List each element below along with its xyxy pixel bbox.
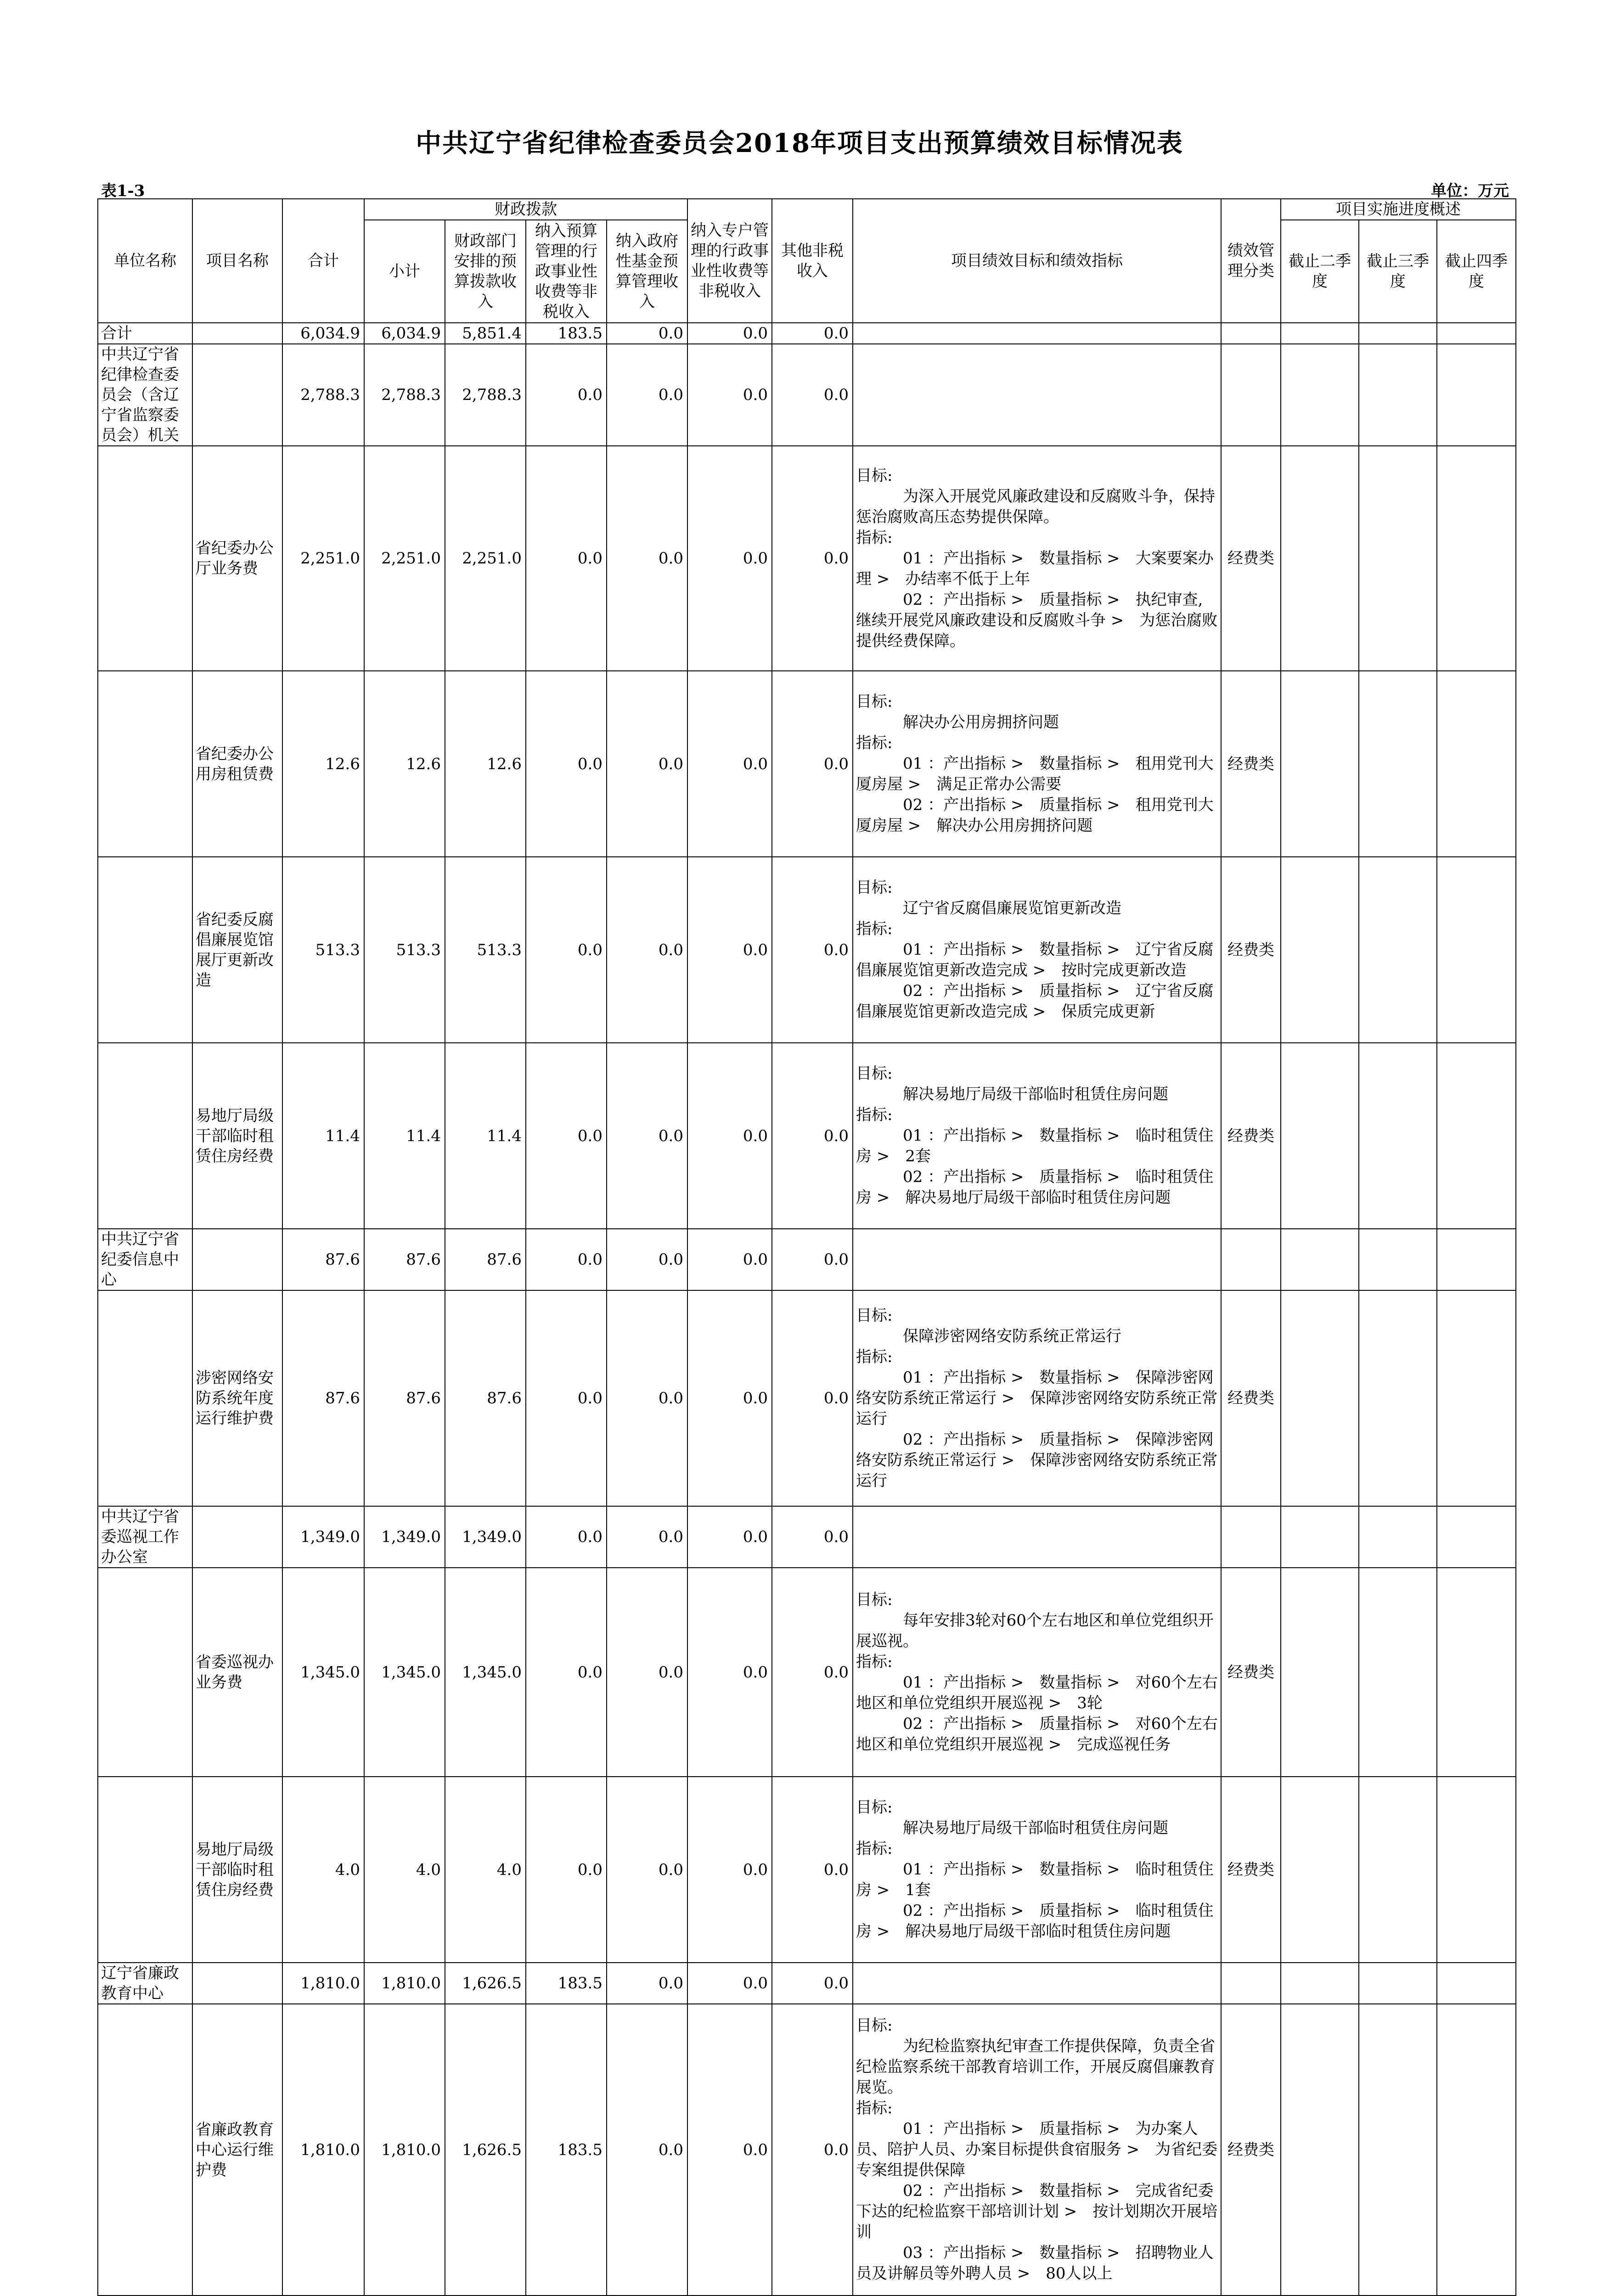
total-amount: 6,034.9 — [282, 323, 364, 344]
goal-label: 目标: — [856, 1590, 893, 1609]
unit-other: 0.0 — [772, 1506, 853, 1568]
goal-label: 目标: — [856, 1306, 893, 1325]
project-total: 12.6 — [282, 671, 364, 857]
project-total: 1,810.0 — [282, 2004, 364, 2296]
project-other: 0.0 — [772, 1290, 853, 1506]
project-special: 0.0 — [687, 1043, 772, 1229]
project-subtotal: 87.6 — [364, 1290, 445, 1506]
indicator: 02 ：产出指标 > 质量指标 > 临时租赁住房 > 解决易地厅局级干部临时租赁住房问题 — [856, 1168, 1214, 1207]
goal-text: 为深入开展党风廉政建设和反腐败斗争，保持惩治腐败高压态势提供保障。 — [856, 487, 1215, 526]
project-row — [98, 857, 1516, 1043]
unit-row — [98, 1506, 1516, 1568]
project-row — [98, 1568, 1516, 1777]
unit-fund: 0.0 — [607, 1506, 687, 1568]
header-subtotal: 小计 — [364, 220, 445, 323]
unit-name: 中共辽宁省委巡视工作办公室 — [98, 1506, 192, 1568]
unit-name: 中共辽宁省纪委信息中心 — [98, 1229, 192, 1290]
project-other: 0.0 — [772, 2004, 853, 2296]
unit-total: 87.6 — [282, 1229, 364, 1290]
indicator: 02 ：产出指标 > 数量指标 > 完成省纪委下达的纪检监察干部培训计划 > 按计划期次开展培训 — [856, 2182, 1218, 2241]
unit-fee: 0.0 — [526, 1229, 607, 1290]
project-total: 11.4 — [282, 1043, 364, 1229]
indicator-label: 指标: — [856, 1652, 893, 1671]
unit-fund: 0.0 — [607, 1229, 687, 1290]
header-q4: 截止四季度 — [1437, 220, 1516, 323]
indicator: 03 ：产出指标 > 数量指标 > 招聘物业人员及讲解员等外聘人员 > 80人以上 — [856, 2244, 1214, 2283]
project-row — [98, 1777, 1516, 1963]
performance-goal — [853, 671, 1221, 857]
unit-subtotal: 2,788.3 — [364, 344, 445, 446]
performance-goal — [853, 857, 1221, 1043]
project-fee: 0.0 — [526, 1290, 607, 1506]
indicator: 01 ：产出指标 > 数量指标 > 临时租赁住房 > 2套 — [856, 1126, 1214, 1165]
project-fee: 0.0 — [526, 1043, 607, 1229]
goal-text: 为纪检监察执纪审查工作提供保障，负责全省纪检监察系统干部教育培训工作，开展反腐倡廉教育展览。 — [856, 2037, 1215, 2097]
project-other: 0.0 — [772, 1043, 853, 1229]
header-gov-fund: 纳入政府性基金预算管理收入 — [607, 220, 687, 323]
unit-fee: 0.0 — [526, 1506, 607, 1568]
project-fee: 0.0 — [526, 671, 607, 857]
goal-text: 每年安排3轮对60个左右地区和单位党组织开展巡视。 — [856, 1611, 1214, 1650]
indicator-label: 指标: — [856, 920, 893, 938]
indicator: 01 ：产出指标 > 数量指标 > 保障涉密网络安防系统正常运行 > 保障涉密网络安防系统正常运行 — [856, 1368, 1218, 1428]
performance-goal — [853, 1043, 1221, 1229]
performance-goal — [853, 1777, 1221, 1963]
project-total: 4.0 — [282, 1777, 364, 1963]
project-fund: 0.0 — [607, 1043, 687, 1229]
total-row — [98, 323, 1516, 344]
performance-category: 经费类 — [1221, 1290, 1281, 1506]
project-row — [98, 1043, 1516, 1229]
project-fee: 0.0 — [526, 857, 607, 1043]
performance-category: 经费类 — [1221, 671, 1281, 857]
project-dept: 87.6 — [445, 1290, 526, 1506]
header-fiscal: 财政拨款 — [364, 199, 687, 220]
project-subtotal: 1,810.0 — [364, 2004, 445, 2296]
performance-goal — [853, 446, 1221, 671]
unit-label: 单位：万元 — [1431, 182, 1509, 200]
indicator-label: 指标: — [856, 1347, 893, 1366]
unit-special: 0.0 — [687, 1506, 772, 1568]
header-progress: 项目实施进度概述 — [1281, 199, 1516, 220]
project-special: 0.0 — [687, 857, 772, 1043]
goal-label: 目标: — [856, 2016, 893, 2035]
performance-category: 经费类 — [1221, 857, 1281, 1043]
project-name: 省廉政教育中心运行维护费 — [192, 2004, 282, 2296]
project-fund: 0.0 — [607, 2004, 687, 2296]
project-fee: 0.0 — [526, 1568, 607, 1777]
unit-other: 0.0 — [772, 1229, 853, 1290]
unit-row — [98, 1229, 1516, 1290]
project-name: 省纪委办公用房租赁费 — [192, 671, 282, 857]
project-other: 0.0 — [772, 446, 853, 671]
header-unit-name: 单位名称 — [98, 199, 192, 323]
goal-text: 解决易地厅局级干部临时租赁住房问题 — [903, 1819, 1168, 1837]
unit-other: 0.0 — [772, 344, 853, 446]
project-fee: 0.0 — [526, 446, 607, 671]
project-row — [98, 446, 1516, 671]
project-name: 省委巡视办业务费 — [192, 1568, 282, 1777]
header-dept-budget: 财政部门安排的预算拨款收入 — [445, 220, 526, 323]
project-fund: 0.0 — [607, 671, 687, 857]
project-total: 87.6 — [282, 1290, 364, 1506]
goal-text: 解决易地厅局级干部临时租赁住房问题 — [903, 1085, 1168, 1103]
total-special: 0.0 — [687, 323, 772, 344]
unit-row — [98, 344, 1516, 446]
indicator-label: 指标: — [856, 1840, 893, 1858]
header-special-fee: 纳入专户管理的行政事业性收费等非税收入 — [687, 199, 772, 323]
project-special: 0.0 — [687, 1290, 772, 1506]
project-name: 易地厅局级干部临时租赁住房经费 — [192, 1043, 282, 1229]
indicator: 02 ：产出指标 > 质量指标 > 执纪审查,继续开展党风廉政建设和反腐败斗争 > 为惩治腐败提供经费保障。 — [856, 590, 1218, 650]
indicator: 02 ：产出指标 > 质量指标 > 临时租赁住房 > 解决易地厅局级干部临时租赁住房问题 — [856, 1902, 1214, 1941]
project-dept: 2,251.0 — [445, 446, 526, 671]
project-subtotal: 1,345.0 — [364, 1568, 445, 1777]
goal-text: 辽宁省反腐倡廉展览馆更新改造 — [903, 899, 1121, 917]
budget-table — [97, 198, 1516, 2296]
project-other: 0.0 — [772, 857, 853, 1043]
total-fee: 183.5 — [526, 323, 607, 344]
header-q3: 截止三季度 — [1359, 220, 1437, 323]
unit-name: 辽宁省廉政教育中心 — [98, 1963, 192, 2004]
unit-special: 0.0 — [687, 1963, 772, 2004]
project-special: 0.0 — [687, 1568, 772, 1777]
performance-goal — [853, 1568, 1221, 1777]
goal-label: 目标: — [856, 1798, 893, 1817]
project-special: 0.0 — [687, 671, 772, 857]
header-category: 绩效管理分类 — [1221, 199, 1281, 323]
project-subtotal: 12.6 — [364, 671, 445, 857]
project-name: 省纪委反腐倡廉展览馆展厅更新改造 — [192, 857, 282, 1043]
project-fund: 0.0 — [607, 1777, 687, 1963]
unit-subtotal: 87.6 — [364, 1229, 445, 1290]
header-goal: 项目绩效目标和绩效指标 — [853, 199, 1221, 323]
project-fund: 0.0 — [607, 857, 687, 1043]
indicator-label: 指标: — [856, 2099, 893, 2117]
unit-name: 中共辽宁省纪律检查委员会（含辽宁省监察委员会）机关 — [98, 344, 192, 446]
indicator: 02 ：产出指标 > 质量指标 > 辽宁省反腐倡廉展览馆更新改造完成 > 保质完成更新 — [856, 982, 1214, 1021]
table-number: 表1-3 — [101, 182, 145, 200]
unit-fee: 0.0 — [526, 344, 607, 446]
project-dept: 4.0 — [445, 1777, 526, 1963]
project-total: 2,251.0 — [282, 446, 364, 671]
total-subtotal: 6,034.9 — [364, 323, 445, 344]
total-dept: 5,851.4 — [445, 323, 526, 344]
header-other: 其他非税收入 — [772, 199, 853, 323]
indicator: 01 ：产出指标 > 数量指标 > 临时租赁住房 > 1套 — [856, 1860, 1214, 1899]
header-total: 合计 — [282, 199, 364, 323]
unit-fund: 0.0 — [607, 1963, 687, 2004]
performance-goal — [853, 2004, 1221, 2296]
unit-subtotal: 1,810.0 — [364, 1963, 445, 2004]
goal-label: 目标: — [856, 692, 893, 711]
total-label: 合计 — [98, 323, 192, 344]
unit-other: 0.0 — [772, 1963, 853, 2004]
unit-special: 0.0 — [687, 344, 772, 446]
unit-dept: 87.6 — [445, 1229, 526, 1290]
total-fund: 0.0 — [607, 323, 687, 344]
project-row — [98, 671, 1516, 857]
performance-category: 经费类 — [1221, 1777, 1281, 1963]
project-name: 省纪委办公厅业务费 — [192, 446, 282, 671]
indicator: 01 ：产出指标 > 数量指标 > 大案要案办理 > 办结率不低于上年 — [856, 549, 1214, 588]
project-subtotal: 11.4 — [364, 1043, 445, 1229]
indicator: 01 ：产出指标 > 质量指标 > 为办案人员、陪护人员、办案目标提供食宿服务 > 为省纪委专案组提供保障 — [856, 2120, 1218, 2179]
project-fee: 0.0 — [526, 1777, 607, 1963]
project-subtotal: 4.0 — [364, 1777, 445, 1963]
goal-text: 保障涉密网络安防系统正常运行 — [903, 1327, 1121, 1345]
project-dept: 11.4 — [445, 1043, 526, 1229]
table-body — [98, 323, 1516, 2296]
unit-total: 1,810.0 — [282, 1963, 364, 2004]
indicator: 02 ：产出指标 > 质量指标 > 保障涉密网络安防系统正常运行 > 保障涉密网络安防系统正常运行 — [856, 1430, 1218, 1490]
goal-label: 目标: — [856, 878, 893, 897]
indicator-label: 指标: — [856, 1106, 893, 1124]
goal-label: 目标: — [856, 1064, 893, 1083]
goal-label: 目标: — [856, 466, 893, 485]
project-subtotal: 513.3 — [364, 857, 445, 1043]
page-title: 中共辽宁省纪律检查委员会2018年项目支出预算绩效目标情况表 — [416, 128, 1183, 158]
project-other: 0.0 — [772, 671, 853, 857]
performance-goal — [853, 1290, 1221, 1506]
goal-text: 解决办公用房拥挤问题 — [903, 713, 1059, 732]
unit-subtotal: 1,349.0 — [364, 1506, 445, 1568]
project-total: 1,345.0 — [282, 1568, 364, 1777]
indicator: 02 ：产出指标 > 质量指标 > 租用党刊大厦房屋 > 解决办公用房拥挤问题 — [856, 796, 1214, 835]
project-name: 易地厅局级干部临时租赁住房经费 — [192, 1777, 282, 1963]
project-dept: 513.3 — [445, 857, 526, 1043]
project-other: 0.0 — [772, 1777, 853, 1963]
performance-category: 经费类 — [1221, 446, 1281, 671]
project-total: 513.3 — [282, 857, 364, 1043]
project-fund: 0.0 — [607, 446, 687, 671]
project-other: 0.0 — [772, 1568, 853, 1777]
project-dept: 12.6 — [445, 671, 526, 857]
unit-fund: 0.0 — [607, 344, 687, 446]
unit-total: 2,788.3 — [282, 344, 364, 446]
unit-total: 1,349.0 — [282, 1506, 364, 1568]
project-dept: 1,626.5 — [445, 2004, 526, 2296]
project-subtotal: 2,251.0 — [364, 446, 445, 671]
performance-category: 经费类 — [1221, 1043, 1281, 1229]
header-budget-fee: 纳入预算管理的行政事业性收费等非税收入 — [526, 220, 607, 323]
indicator: 01 ：产出指标 > 数量指标 > 辽宁省反腐倡廉展览馆更新改造完成 > 按时完成更新改造 — [856, 940, 1214, 979]
project-fee: 183.5 — [526, 2004, 607, 2296]
total-other: 0.0 — [772, 323, 853, 344]
indicator: 01 ：产出指标 > 数量指标 > 租用党刊大厦房屋 > 满足正常办公需要 — [856, 754, 1214, 793]
header-q2: 截止二季度 — [1281, 220, 1359, 323]
performance-category: 经费类 — [1221, 1568, 1281, 1777]
project-special: 0.0 — [687, 2004, 772, 2296]
unit-special: 0.0 — [687, 1229, 772, 1290]
project-name: 涉密网络安防系统年度运行维护费 — [192, 1290, 282, 1506]
unit-dept: 1,349.0 — [445, 1506, 526, 1568]
indicator: 02 ：产出指标 > 质量指标 > 对60个左右地区和单位党组织开展巡视 > 完成巡视任务 — [856, 1714, 1218, 1754]
unit-fee: 183.5 — [526, 1963, 607, 2004]
project-fund: 0.0 — [607, 1290, 687, 1506]
indicator: 01 ：产出指标 > 数量指标 > 对60个左右地区和单位党组织开展巡视 > 3轮 — [856, 1673, 1218, 1712]
unit-row — [98, 1963, 1516, 2004]
project-special: 0.0 — [687, 446, 772, 671]
indicator-label: 指标: — [856, 734, 893, 752]
performance-category: 经费类 — [1221, 2004, 1281, 2296]
header-project-name: 项目名称 — [192, 199, 282, 323]
indicator-label: 指标: — [856, 528, 893, 547]
project-fund: 0.0 — [607, 1568, 687, 1777]
project-special: 0.0 — [687, 1777, 772, 1963]
unit-dept: 2,788.3 — [445, 344, 526, 446]
project-row — [98, 2004, 1516, 2296]
unit-dept: 1,626.5 — [445, 1963, 526, 2004]
project-row — [98, 1290, 1516, 1506]
project-dept: 1,345.0 — [445, 1568, 526, 1777]
